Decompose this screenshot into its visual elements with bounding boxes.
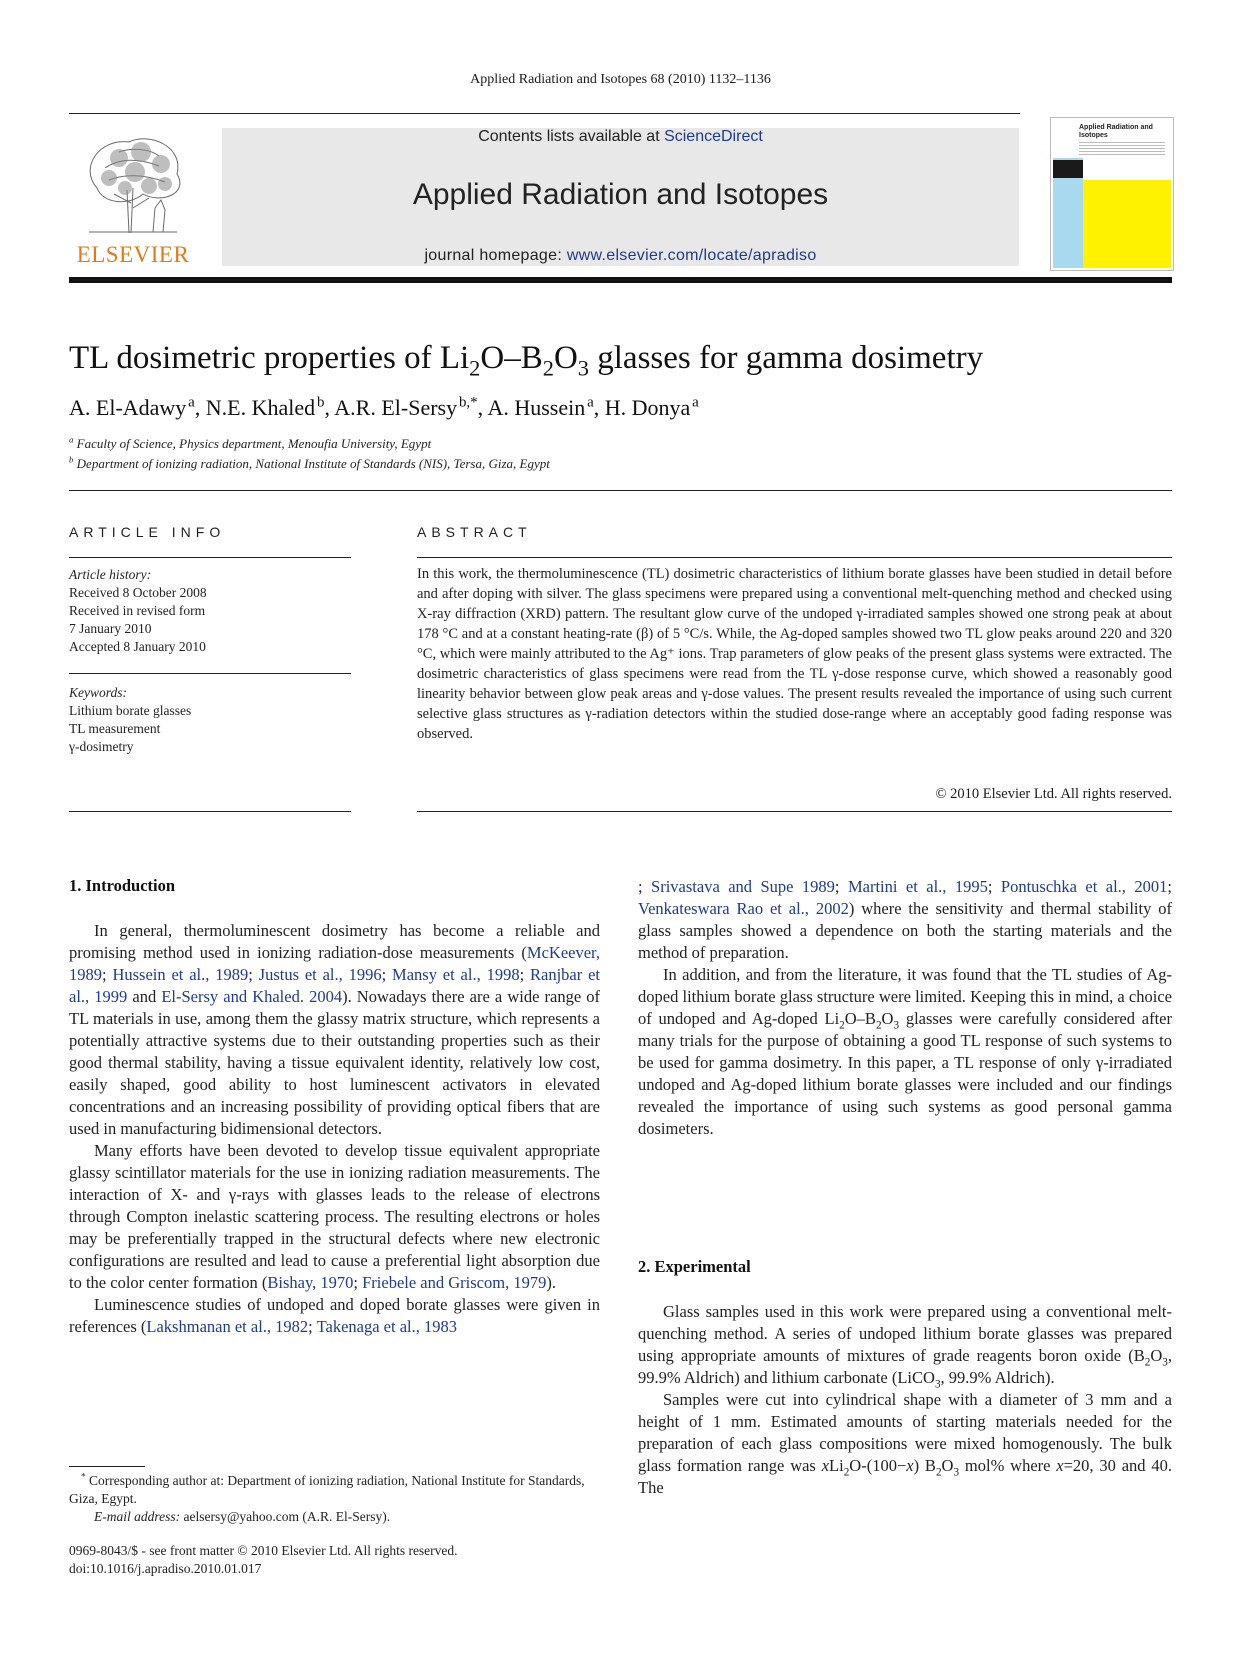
citation-link[interactable]: Ranjbar et al., 1999: [69, 965, 601, 1006]
footnote-rule: [69, 1466, 145, 1467]
journal-cover-thumbnail[interactable]: [1050, 117, 1174, 271]
citation-link[interactable]: Justus et al., 1996: [258, 965, 382, 984]
keywords: [69, 684, 351, 756]
email-address[interactable]: aelsersy@yahoo.com (A.R. El-Sersy).: [180, 1509, 391, 1524]
homepage-prefix: journal homepage:: [424, 247, 567, 264]
intro-paragraph-3-start: Luminescence studies of undoped and doped borate glasses were given in references (Lakshmanan et al., 1982; Takenaga et al., 1983: [69, 1295, 600, 1336]
author-affiliation-mark[interactable]: b: [317, 394, 325, 411]
intro-paragraph-4: In addition, and from the literature, it was found that the TL studies of Ag-doped lithium borate glass structure were limited. Keeping this in mind, a choice of undoped and Ag-doped $Li_2O-B_2O_3$ glasses were carefully considered after many trials for the purpose of obtaining a good TL response of such systems to be used for gamma dosimetry. In this paper, a TL response of only γ-irradiated undoped and Ag-doped lithium borate glasses were included and our findings revealed the importance of using such systems as good personal gamma dosimeters.: [638, 965, 1172, 1138]
email-label: E-mail address:: [94, 1509, 181, 1524]
author-name: H. Donya: [604, 395, 691, 420]
keyword-item: γ-dosimetry: [69, 739, 134, 754]
intro-paragraph-3-end: ; Srivastava and Supe 1989; Martini et al., 1995; Pontuschka et al., 2001; Venkateswara Rao et al., 2002) where the sensitivity and thermal stability of glass samples showed a dependence on both the starting materials and the method of preparation.: [638, 877, 1172, 962]
corresponding-author-footnote: * Corresponding author at: Department of ionizing radiation, National Institute for Standards, Giza, Egypt. E-mail address: aelsersy@yahoo.com (A.R. El-Sersy).: [69, 1471, 585, 1524]
keywords-rule: [69, 673, 351, 674]
homepage-line: [222, 247, 1019, 265]
cover-text-lines: [1079, 142, 1165, 156]
cover-title: Applied Radiation and Isotopes: [1079, 124, 1153, 139]
author-affiliation-mark[interactable]: b,*: [458, 394, 478, 411]
citation-link[interactable]: Lakshmanan et al., 1982: [146, 1317, 309, 1336]
article-info-heading: ARTICLE INFO: [69, 524, 226, 540]
citation-link[interactable]: Takenaga et al., 1983: [316, 1317, 457, 1336]
author-name: N.E. Khaled: [205, 395, 316, 420]
header-top-rule: [69, 113, 1020, 114]
introduction-left-column: [69, 920, 600, 1338]
author-affiliation-mark[interactable]: a: [587, 394, 594, 411]
abstract-rule: [417, 557, 1172, 558]
keywords-label: Keywords:: [69, 685, 127, 700]
citation-link[interactable]: Venkateswara Rao et al., 2002: [638, 899, 849, 918]
author-affiliation-mark[interactable]: a: [692, 394, 699, 411]
citation-link[interactable]: Friebele and Griscom, 1979: [362, 1273, 547, 1292]
citation-link[interactable]: Pontuschka et al., 2001: [1000, 877, 1168, 896]
experimental-paragraph-2: Samples were cut into cylindrical shape with a diameter of 3 mm and a height of 1 mm. Estimated amounts of starting materials needed for the preparation of each glass compositions were mixed homogenously. The bulk glass formation range was xLi$_2$O-(100−x) $B_2O_3$ mol% where x=20, 30 and 40. The: [638, 1390, 1172, 1497]
journal-homepage-link[interactable]: www.elsevier.com/locate/apradiso: [566, 247, 817, 264]
article-history: [69, 566, 351, 656]
journal-reference: Applied Radiation and Isotopes 68 (2010) 1132–1136: [470, 72, 771, 87]
intro-paragraph-2: Many efforts have been devoted to develop tissue equivalent appropriate glassy scintillator materials for the use in ionizing radiation measurements. The interaction of X- and γ-rays with glasses leads to the release of electrons through Compton inelastic scattering process. The resulting electrons or holes may be preferentially trapped in the structural defects where new electronic configurations are resulted and lead to cause a preferential light absorption due to the color center formation (Bishay, 1970; Friebele and Griscom, 1979).: [69, 1141, 600, 1292]
citation-link[interactable]: Srivastava and Supe 1989: [651, 877, 835, 896]
contents-line: [222, 128, 1019, 146]
affiliation-rule: [69, 490, 1172, 491]
article-info-rule: [69, 557, 351, 558]
experimental-paragraph-1: Glass samples used in this work were prepared using a conventional melt-quenching method. A series of undoped lithium borate glasses was prepared using appropriate amounts of mixtures of grade reagents boron oxide ($B_2O_3$, 99.9% Aldrich) and lithium carbonate (LiCO$_3$, 99.9% Aldrich).: [638, 1302, 1172, 1391]
section-heading-introduction: 1. Introduction: [69, 876, 176, 895]
keyword-item: Lithium borate glasses: [69, 703, 192, 718]
citation-link[interactable]: El-Sersy and Khaled. 2004: [161, 987, 343, 1006]
journal-title: Applied Radiation and Isotopes: [412, 178, 829, 211]
author-list: A. El-Adawy $^a$, N.E. Khaled $^b$, A.R. El-Sersy $^{b,*}$, A. Hussein $^a$, H. Donya $^a$: [69, 394, 699, 420]
author-affiliation-mark[interactable]: a: [188, 394, 195, 411]
keyword-item: TL measurement: [69, 721, 161, 736]
author-name: A. Hussein: [487, 395, 586, 420]
cover-black-block: [1053, 160, 1083, 178]
intro-paragraph-1: In general, thermoluminescent dosimetry has become a reliable and promising method used in ionizing radiation-dose measurements (McKeever, 1989; Hussein et al., 1989; Justus et al., 1996; Mansy et al., 1998; Ranjbar et al., 1999 and El-Sersy and Khaled. 2004). Nowadays there are a wide range of TL materials in use, among them the glassy matrix structure, which represents a potentially attractive systems due to their outstanding properties such as their good thermal stability, having a tissue equivalent identity, relatively low cost, easily shaped, good ability to host luminescent activators in elevated concentrations and an increasing possibility of providing optical fibers that are used in manufacturing bidimensional detectors.: [69, 921, 601, 1138]
history-label: Article history:: [69, 567, 152, 582]
abstract-bottom-rule: [417, 811, 1172, 812]
sciencedirect-link[interactable]: ScienceDirect: [664, 128, 763, 145]
elsevier-wordmark: ELSEVIER: [76, 242, 190, 267]
author-name: A.R. El-Sersy: [334, 395, 458, 420]
citation-link[interactable]: Martini et al., 1995: [847, 877, 988, 896]
tree-icon: [69, 128, 197, 236]
affiliation-a: $^a$ Faculty of Science, Physics department, Menoufia University, Egypt: [69, 434, 432, 451]
front-matter: [69, 1542, 458, 1578]
affiliation-b: $^b$ Department of ionizing radiation, National Institute of Standards (NIS), Tersa, Giza, Egypt: [69, 454, 550, 471]
abstract-heading: ABSTRACT: [417, 524, 532, 540]
article-info-bottom-rule: [69, 811, 351, 812]
history-item: 7 January 2010: [69, 621, 152, 636]
author-name: A. El-Adawy: [69, 395, 187, 420]
paper-title: TL dosimetric properties of $Li_2O-B_2O_3$ glasses for gamma dosimetry: [69, 340, 984, 381]
introduction-right-column: [638, 876, 1172, 1140]
citation-link[interactable]: Hussein et al., 1989: [112, 965, 249, 984]
citation-link[interactable]: Bishay, 1970: [267, 1273, 354, 1292]
elsevier-logo[interactable]: [69, 128, 197, 268]
abstract-copyright: © 2010 Elsevier Ltd. All rights reserved.: [935, 786, 1172, 802]
header-thick-rule: [69, 277, 1172, 283]
history-item: Received in revised form: [69, 603, 206, 618]
history-item: Accepted 8 January 2010: [69, 639, 206, 654]
experimental-column: [638, 1301, 1172, 1499]
doi-line[interactable]: doi:10.1016/j.apradiso.2010.01.017: [69, 1561, 262, 1576]
abstract-text: In this work, the thermoluminescence (TL) dosimetric characteristics of lithium borate glasses have been studied in detail before and after doping with silver. The glass specimens were prepared using a conventional melt-quenching method and checked using X-ray diffraction (XRD) pattern. The resultant glow curve of the undoped γ-irradiated samples showed one strong peak at about 178 °C and at a constant heating-rate (β) of 5 °C/s. While, the Ag-doped samples showed two TL glow peaks around 220 and 320 °C, which were mainly attributed to the Ag⁺ ions. Trap parameters of glow peaks of the present glass systems were extracted. The dosimetric characteristics of glass specimens were read from the TL γ-dose response curve, which showed a reasonably good linearity behavior between glow peak areas and γ-dose values. The present results revealed the importance of using such current selective glass structures as γ-radiation detectors within the studied dose-range where an acceptably good fading response was observed.: [417, 566, 1172, 742]
citation-link[interactable]: McKeever, 1989: [69, 943, 600, 984]
cover-yellow-block: [1083, 180, 1171, 268]
issn-line: 0969-8043/$ - see front matter © 2010 Elsevier Ltd. All rights reserved.: [69, 1543, 458, 1558]
contents-prefix: Contents lists available at: [478, 128, 665, 145]
section-heading-experimental: 2. Experimental: [638, 1257, 751, 1276]
citation-link[interactable]: Mansy et al., 1998: [392, 965, 520, 984]
history-item: Received 8 October 2008: [69, 585, 207, 600]
